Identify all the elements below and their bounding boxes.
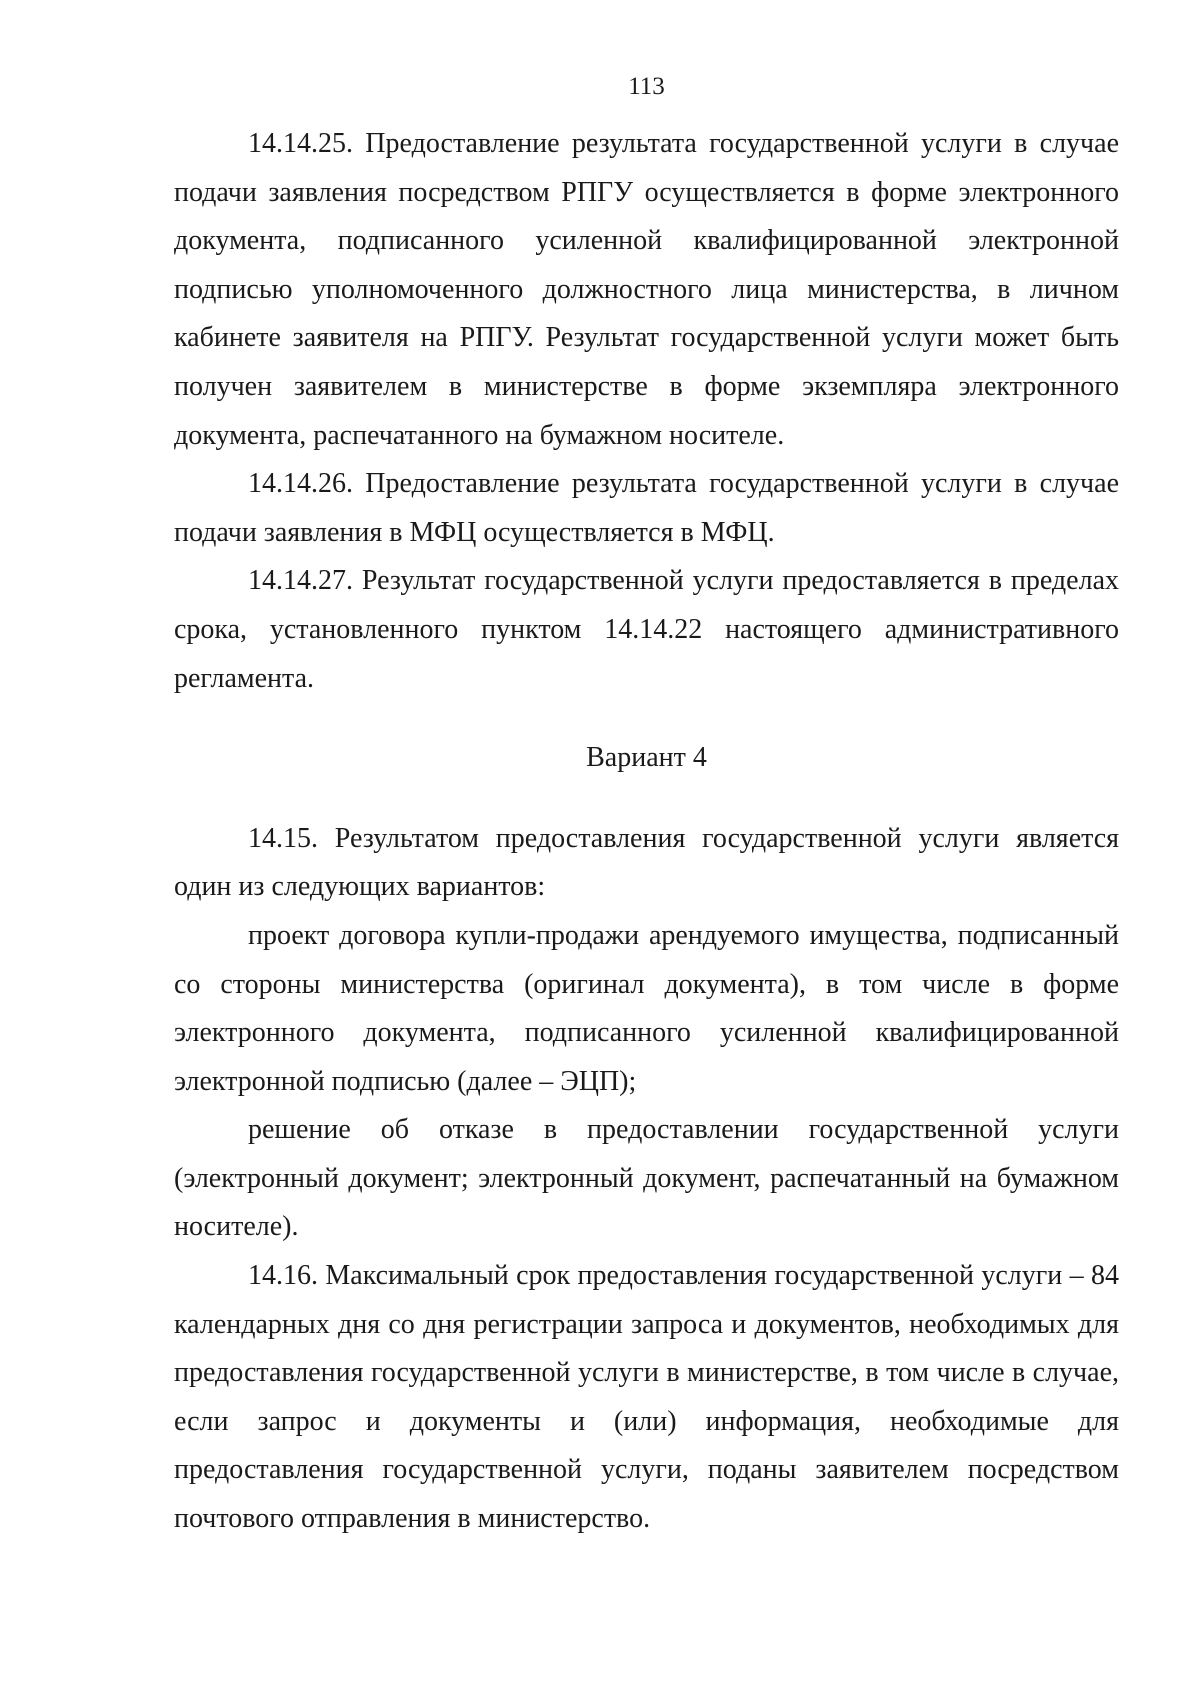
paragraph-14-14-27: 14.14.27. Результат государственной услуги предоставляется в пределах срока, установленного пунктом 14.14.22 настоящего административного регламента. [174,565,1119,694]
section-heading: Вариант 4 [586,742,707,774]
paragraph-14-16: 14.16. Максимальный срок предоставления государственной услуги – 84 календарных дня со дня регистрации запроса и документов, необходимых для предоставления государственной услуги в министерстве, в том числе в случае, если запрос и документы и (или) информация, необходимые для предоставления государственной услуги, поданы заявителем посредством почтового отправления в министерство. [174,1260,1119,1535]
list-item-refusal-decision: решение об отказе в предоставлении государственной услуги (электронный документ; электронный документ, распечатанный на бумажном носителе). [174,1114,1119,1243]
document-page [174,0,1119,1697]
page-number: 113 [628,73,665,100]
paragraph-14-14-25: 14.14.25. Предоставление результата государственной услуги в случае подачи заявления посредством РПГУ осуществляется в форме электронного документа, подписанного усиленной квалифицированной электронной подписью уполномоченного должностного лица министерства, в личном кабинете заявителя на РПГУ. Результат государственной услуги может быть получен заявителем в министерстве в форме экземпляра электронного документа, распечатанного на бумажном носителе. [174,128,1119,451]
document-body [174,120,1119,1544]
list-item-contract-draft: проект договора купли-продажи арендуемого имущества, подписанный со стороны министерства (оригинал документа), в том числе в форме электронного документа, подписанного усиленной квалифицированной электронной подписью (далее – ЭЦП); [174,919,1119,1097]
paragraph-14-15: 14.15. Результатом предоставления государственной услуги является один из следующих вариантов: [174,822,1119,903]
paragraph-14-14-26: 14.14.26. Предоставление результата государственной услуги в случае подачи заявления в МФЦ осуществляется в МФЦ. [174,468,1119,548]
